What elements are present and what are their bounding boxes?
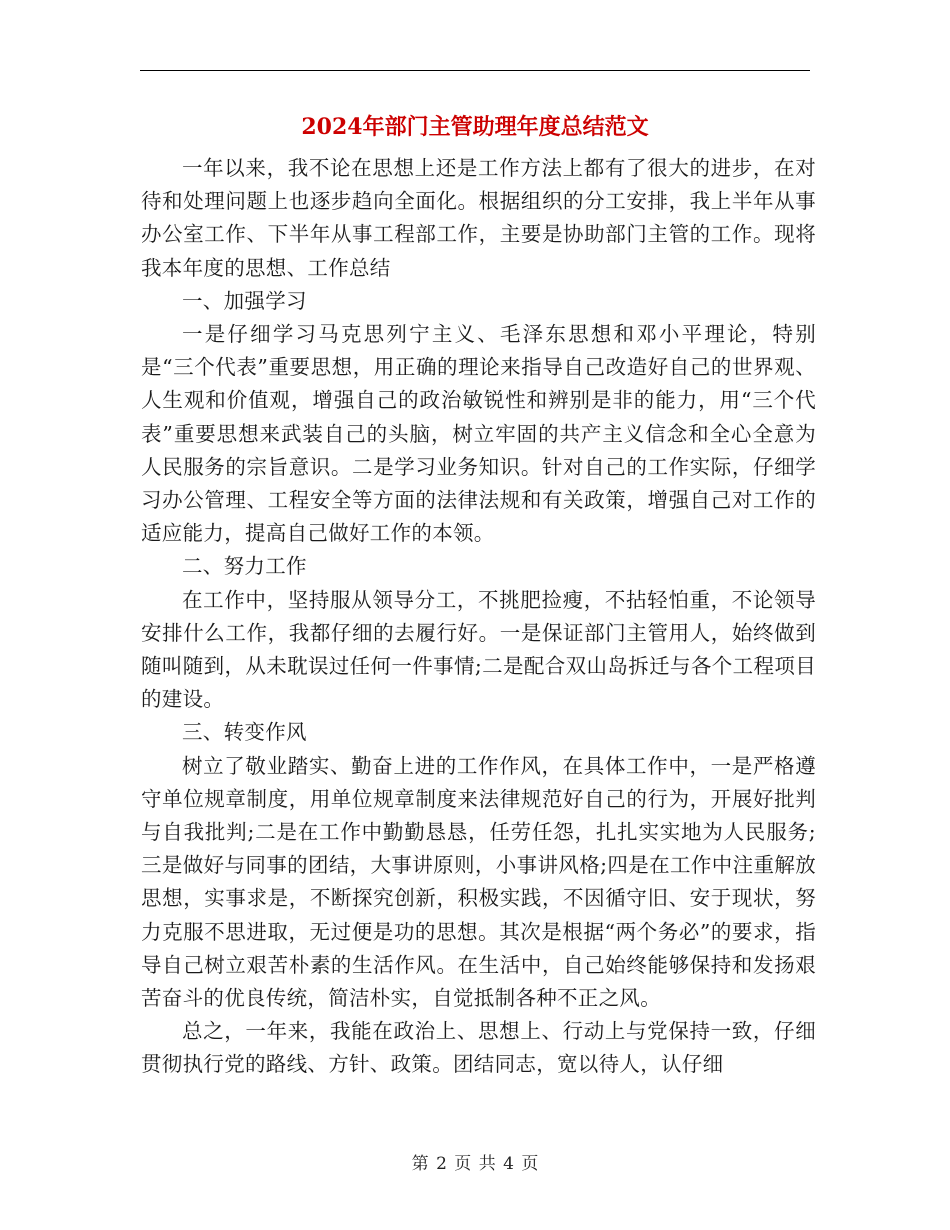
paragraph-work: 在工作中，坚持服从领导分工，不挑肥捡瘦，不拈轻怕重，不论领导安排什么工作，我都仔细的去履行好。一是保证部门主管用人，始终做到随叫随到，从未耽误过任何一件事情;二是配合双山岛拆迁与各个工程项目的建设。 — [141, 587, 816, 712]
section-heading-work: 二、努力工作 — [182, 554, 307, 579]
page-number: 第 2 页 共 4 页 — [411, 1154, 539, 1174]
paragraph-intro: 一年以来，我不论在思想上还是工作方法上都有了很大的进步，在对待和处理问题上也逐步趋向全面化。根据组织的分工安排，我上半年从事办公室工作、下半年从事工程部工作，主要是协助部门主管的工作。现将我本年度的思想、工作总结 — [141, 156, 816, 280]
section-heading-style: 三、转变作风 — [182, 720, 307, 745]
paragraph-style: 树立了敬业踏实、勤奋上进的工作作风，在具体工作中，一是严格遵守单位规章制度，用单位规章制度来法律规范好自己的行为，开展好批判与自我批判;二是在工作中勤勤恳恳，任劳任怨，扎扎实实地为人民服务;三是做好与同事的团结，大事讲原则，小事讲风格;四是在工作中注重解放思想，实事求是，不断探究创新，积极实践，不因循守旧、安于现状，努力克服不思进取，无过便是功的思想。其次是根据“两个务必”的要求，指导自己树立艰苦朴素的生活作风。在生活中，自己始终能够保持和发扬艰苦奋斗的优良传统，简洁朴实，自觉抵制各种不正之风。 — [141, 753, 816, 1011]
section-heading-study: 一、加强学习 — [182, 288, 307, 313]
paragraph-study: 一是仔细学习马克思列宁主义、毛泽东思想和邓小平理论，特别是“三个代表”重要思想，用正确的理论来指导自己改造好自己的世界观、人生观和价值观，增强自己的政治敏锐性和辨别是非的能力，用“三个代表”重要思想来武装自己的头脑，树立牢固的共产主义信念和全心全意为人民服务的宗旨意识。二是学习业务知识。针对自己的工作实际，仔细学习办公管理、工程安全等方面的法律法规和有关政策，增强自己对工作的适应能力，提高自己做好工作的本领。 — [141, 322, 816, 546]
header-rule — [140, 70, 810, 71]
paragraph-summary: 总之，一年来，我能在政治上、思想上、行动上与党保持一致，仔细贯彻执行党的路线、方针、政策。团结同志，宽以待人，认仔细 — [141, 1019, 816, 1077]
document-title: 2024年部门主管助理年度总结范文 — [301, 114, 649, 140]
document-body — [141, 152, 816, 1082]
